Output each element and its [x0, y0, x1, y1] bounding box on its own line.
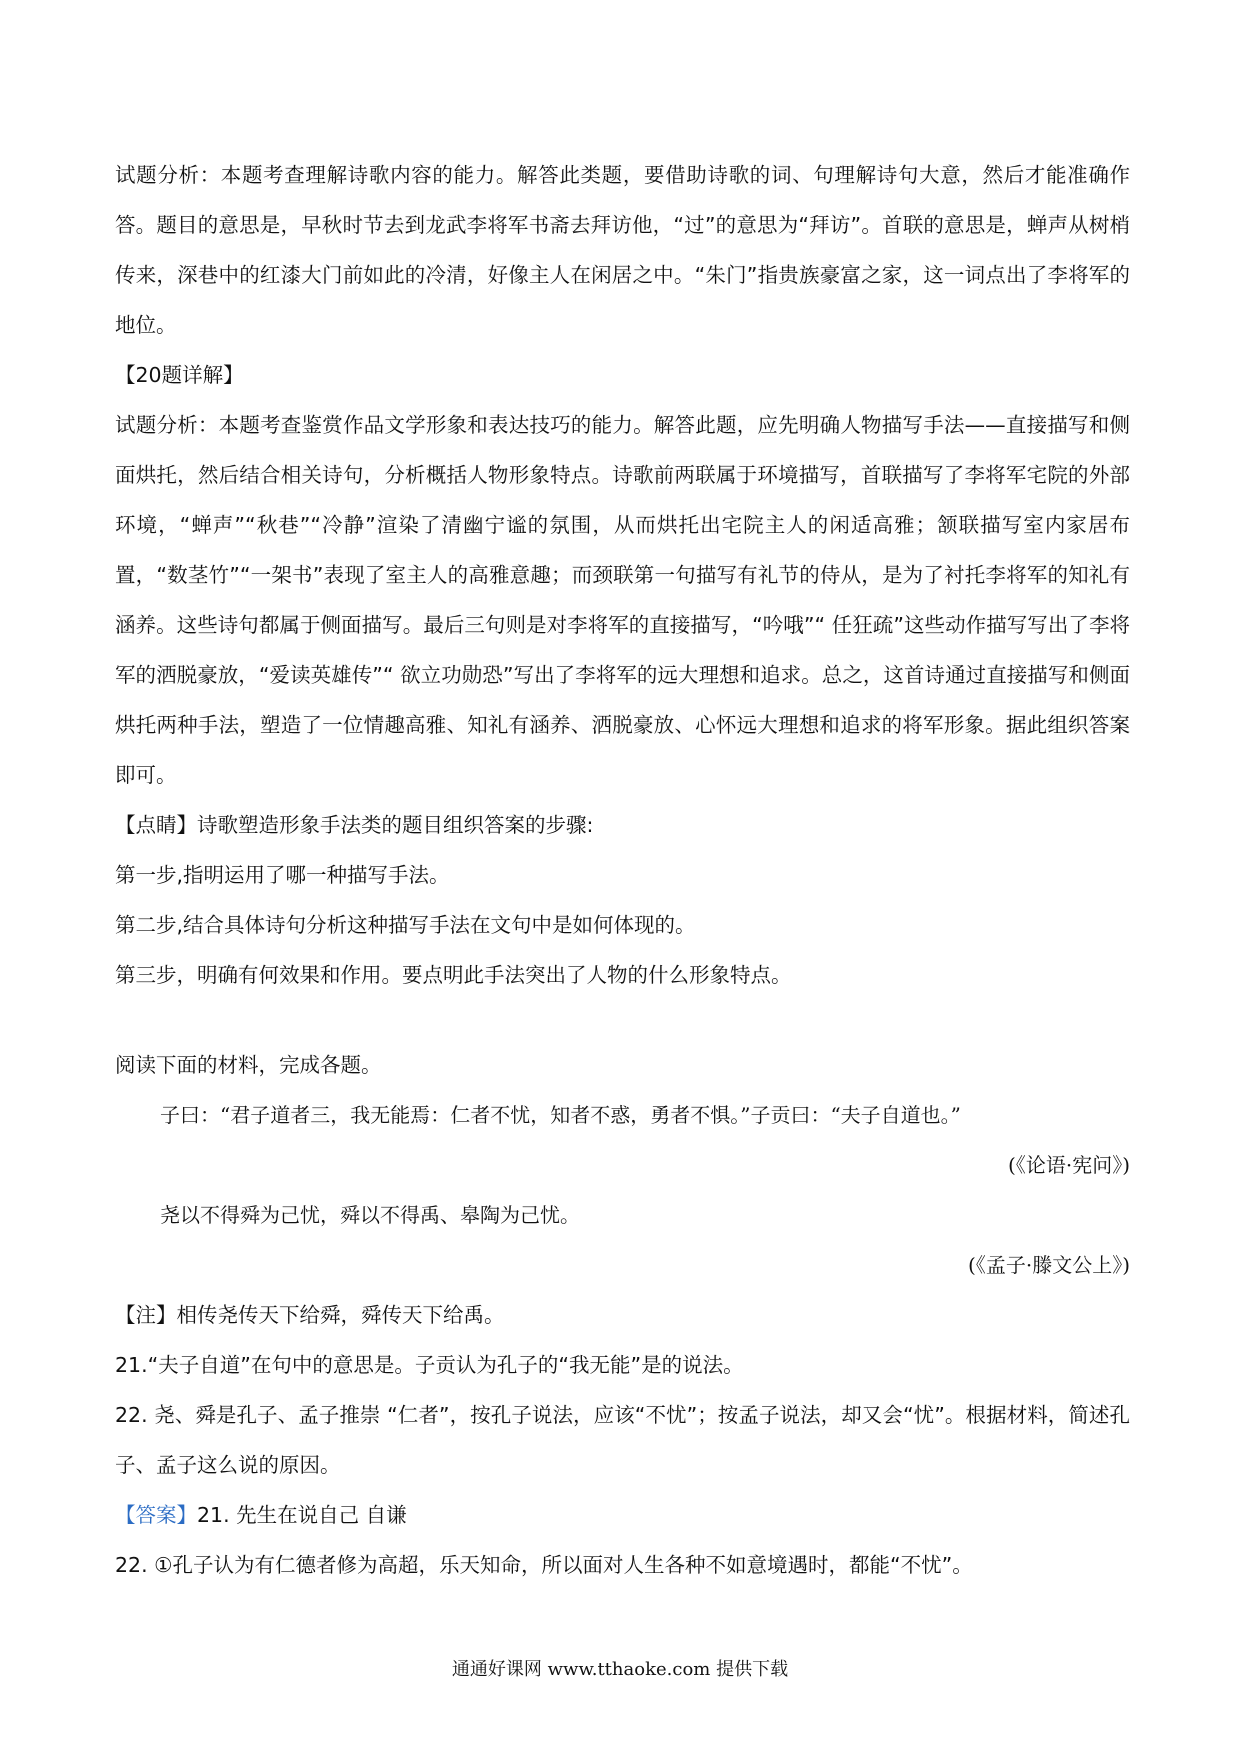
question-21: 21.“夫子自道”在句中的意思是。子贡认为孔子的“我无能”是的说法。 — [115, 1353, 744, 1377]
answer-line — [115, 1490, 1130, 1540]
spacer — [115, 1000, 1130, 1040]
source-lunyu: (《论语·宪问》) — [1008, 1153, 1130, 1177]
answer-label: 【答案】 — [115, 1503, 197, 1527]
tip-line: 【点睛】诗歌塑造形象手法类的题目组织答案的步骤: — [115, 813, 594, 837]
q20-heading: 【20题详解】 — [115, 363, 244, 387]
analysis-19: 试题分析：本题考查理解诗歌内容的能力。解答此类题，要借助诗歌的词、句理解诗句大意，然后才能准确作答。题目的意思是，早秋时节去到龙武李将军书斋去拜访他，“过”的意思为“拜访”。首联的意思是，蝉声从树梢传来，深巷中的红漆大门前如此的冷清，好像主人在闲居之中。“朱门”指贵族豪富之家，这一词点出了李将军的地位。 — [115, 163, 1130, 337]
quote-lunyu: 子曰：“君子道者三，我无能焉：仁者不忧，知者不惑，勇者不惧。”子贡曰：“夫子自道也。” — [160, 1103, 961, 1127]
page-footer: 通通好课网 www.tthaoke.com 提供下载 — [451, 1659, 789, 1680]
question-22: 22. 尧、舜是孔子、孟子推崇 “仁者”，按孔子说法，应该“不忧”；按孟子说法，却又会“忧”。根据材料，简述孔子、孟子这么说的原因。 — [115, 1403, 1130, 1477]
answer-21: 21. 先生在说自己 自谦 — [197, 1503, 407, 1527]
source-mengzi: (《孟子·滕文公上》) — [968, 1253, 1130, 1277]
step-2: 第二步,结合具体诗句分析这种描写手法在文句中是如何体现的。 — [115, 913, 696, 937]
note: 【注】相传尧传天下给舜，舜传天下给禹。 — [115, 1303, 505, 1327]
read-prompt: 阅读下面的材料，完成各题。 — [115, 1053, 382, 1077]
quote-mengzi: 尧以不得舜为己忧，舜以不得禹、皋陶为己忧。 — [160, 1203, 580, 1227]
answer-22: 22. ①孔子认为有仁德者修为高超，乐天知命，所以面对人生各种不如意境遇时，都能“不忧”。 — [115, 1553, 973, 1577]
step-1: 第一步,指明运用了哪一种描写手法。 — [115, 863, 450, 887]
document-body — [115, 150, 1130, 1590]
step-3: 第三步，明确有何效果和作用。要点明此手法突出了人物的什么形象特点。 — [115, 963, 792, 987]
analysis-20: 试题分析：本题考查鉴赏作品文学形象和表达技巧的能力。解答此题，应先明确人物描写手法——直接描写和侧面烘托，然后结合相关诗句，分析概括人物形象特点。诗歌前两联属于环境描写，首联描写了李将军宅院的外部环境，“蝉声”“秋巷”“冷静”渲染了清幽宁谧的氛围，从而烘托出宅院主人的闲适高雅；颔联描写室内家居布置，“数茎竹”“一架书”表现了室主人的高雅意趣；而颈联第一句描写有礼节的侍从，是为了衬托李将军的知礼有涵养。这些诗句都属于侧面描写。最后三句则是对李将军的直接描写，“吟哦”“ 任狂疏”这些动作描写写出了李将军的洒脱豪放，“爱读英雄传”“ 欲立功勋恐”写出了李将军的远大理想和追求。总之，这首诗通过直接描写和侧面烘托两种手法，塑造了一位情趣高雅、知礼有涵养、洒脱豪放、心怀远大理想和追求的将军形象。据此组织答案即可。 — [115, 413, 1130, 787]
